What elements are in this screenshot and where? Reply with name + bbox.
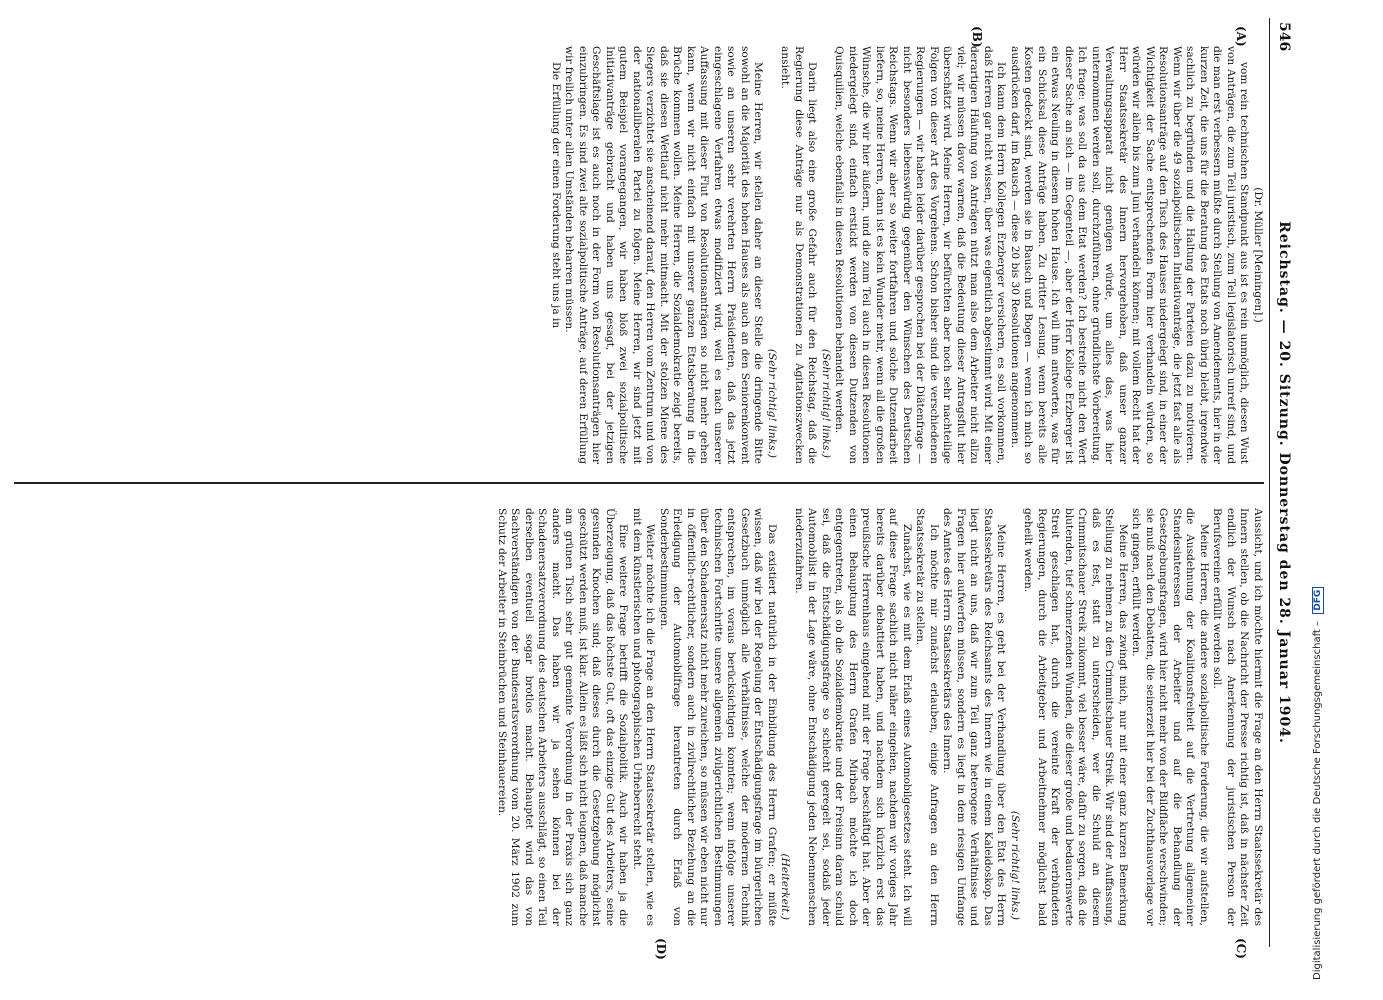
scanned-page	[8, 0, 1300, 965]
reaction: (Sehr richtig! links.)	[820, 348, 832, 458]
credit-text: Digitalisierung gefördert durch die Deutsche Forschungsgemeinschaft –	[1312, 620, 1323, 980]
paragraph: vom rein technischen Standpunkt aus ist es rein unmöglich, diesen Wust von Anträgen, die zum Teil juristisch, zum Teil legislatorisch unreif sind, und die man erst verbessern müßte durch Stellung von Amendements, hier in der kurzen Zeit, die uns für die Beratung des Etats noch übrig bleibt, irgendwie sachlich zu begründen und die Haltung der Parteien dazu zu motivieren. Wenn wir über die 49 sozialpolitischen Initiativanträge, die jetzt fast alle als Resolutionsanträge auf den Tisch des Hauses niedergelegt sind, in einer der Wichtigkeit der Sache entsprechenden Form hier verhandeln würden, so würden wir allein bis zum Juni verhandeln können; mit vollem Recht hat der Herr Staatssekretär des Innern hervorgehoben, daß unser ganzer Verwaltungsapparat nicht genügen würde, um alles das, was hier unternommen werden soll, durchzuführen, ohne gründlichste Vorbereitung. Ich frage: was soll da aus dem Etat werden? Ich bestreite nicht den Wert dieser Sache an sich — im Gegenteil —, aber der Herr Kollege Erzberger ist ein etwas Neuling in diesem hohen Hause. Ich will ihm antworten, was für ein Schicksal diese Anträge haben. Zu dritter Lesung, wenn bereits alle Kosten gedeckt sind, werden sie in Bausch und Bogen — wenn ich mich so ausdrücken darf, im Rausch — diese 20 bis 30 Resolutionen angenommen.	[1009, 46, 1251, 464]
margin-marker-d: (D)	[654, 938, 668, 960]
paragraph: Zunächst, wie es mit dem Erlaß eines Automobilgesetzes steht. Ich will auf diese Frage sachlich nicht näher eingehen, nachdem wir voriges Jahr bereits darüber debattiert haben, und nachdem sich kürzlich erst das preußische Herrenhaus eingehend mit der Frage beschäftigt hat. Aber der einen Behauptung des Herrn Grafen Mirbach möchte ich doch entgegentreten, als ob die Sozialdemokratie und der Freisinn daran schuld sei, daß die Entschädigungsfrage so schlecht geregelt sei, sodaß jeder Automobilist in der Lage wäre, ohne Entschädigung jeden Nebenmenschen niederzufahren.	[793, 508, 913, 926]
page-title: Reichstag. — 20. Sitzung. Donnerstag den 28. Januar 1904.	[1276, 221, 1292, 744]
paragraph: Das existiert natürlich in der Einbildung des Herrn Grafen; er müßte wissen, daß wir bei der Regelung der Entschädigungsfrage im bürgerlichen Gesetzbuch unmöglich alle Verhältnisse, welche der modernen Technik entsprechen, im voraus berücksichtigen konnten; wenn infolge unserer technischen Fortschritte unsere allgemein zivilgerichtlichen Bestimmungen über den Schadenersatz nicht mehr zureichen, so müssen wir eben nicht nur in öffentlich-rechtlicher, sondern auch in zivilrechtlicher Beziehung an die Erledigung der Automobilfrage herantreten durch Erlaß von Sonderbestimmungen.	[658, 508, 778, 926]
paragraph: Ich möchte mir zunächst erlauben, einige Anfragen an den Herrn Staatssekretär zu stellen.	[914, 508, 940, 926]
margin-marker-b: (B)	[970, 26, 984, 48]
reaction: (Sehr richtig! links.)	[1009, 810, 1021, 920]
header-rule	[1269, 18, 1270, 947]
dfg-logo: DFG	[1312, 587, 1324, 614]
paragraph: Darin liegt also eine große Gefahr auch für den Reichstag, daß die Regierung diese Anträge nur als Demonstrationen zu Agitationszwecken ansieht.	[779, 46, 819, 464]
page-number: 546	[1276, 22, 1292, 52]
paragraph: Die Erfüllung der einen Forderung steht uns ja in	[550, 62, 562, 329]
paragraph: Meine Herren, das zwingt mich, nur mit einer ganz kurzen Bemerkung Stellung zu nehmen zu den Crimmitschauer Streik. Wir sind der Auffassung, daß es fest, statt zu unterscheiden, wer die Schuld an diesem Crimmitschauer Streik zukommt, viel besser wäre, dafür zu sorgen, daß die blutenden, tief schmerzenden Wunden, die dieser große und bedauernswerte Streit geschlagen hat, durch die vereinte Kraft der verbündeten Regierungen, durch die Arbeitgeber und Arbeitnehmer möglichst bald geheilt werden.	[1022, 508, 1129, 926]
left-column	[344, 46, 1264, 464]
paragraph: Eine weitere Frage betrifft die Sozialpolitik. Auch wir haben ja die Überzeugung, daß das höchste Gut, oft das einzige Gut des Arbeiters, seine gesunden Knochen sind; daß dieses durch die Gesetzgebung möglichst geschützt werden muß, ist klar. Allein es läßt sich nicht leugnen, daß manche am grünen Tisch sehr gut gemeinte Verordnung in der Praxis sich ganz anders macht. Das haben wir ja sehen können bei der Schadenersatzverordnung des deutschen Arbeiters ausschlägt, so einen Teil derselben eventuell sogar brotlos macht. Behauptet wird das von Sachverständigen von der Bundesratsverordnung vom 20. März 1902 zum Schutz der Arbeiter in Steinbrüchen und Steinhauereien.	[496, 508, 630, 926]
right-column	[344, 508, 1264, 926]
paragraph: Aussicht, und ich möchte hiermit die Frage an den Herrn Staatssekretär des Innern stellen, ob die Nachricht der Presse richtig ist, daß in nächster Zeit endlich der Wunsch nach Anerkennung der juristischen Person der Berufsvereine erfüllt werden soll.	[1211, 508, 1264, 926]
speaker-label: (Dr. Müller [Meiningen].)	[1252, 187, 1264, 323]
page-header	[1270, 0, 1294, 965]
paragraph: Weiter möchte ich die Frage an den Herrn Staatssekretär stellen, wie es mit dem künstlerischen und photographischen Urheberrecht steht.	[631, 508, 657, 926]
column-divider	[14, 482, 1264, 484]
paragraph: Ich kann dem Herrn Kollegen Erzberger versichern, es soll vorkommen, daß Herren gar nicht wissen, über was eigentlich abgestimmt wird. Mit einer derartigen Häufung von Anträgen nützt man also dem Arbeiter nicht allzu viel; wir müssen davor warnen, daß die Bedeutung dieser Antragsflut hier überschätzt wird. Meine Herren, wir befürchten aber noch sehr nachteilige Folgen von dieser Art des Vorgehens. Schon bisher sind die verschiedenen Regierungen — wir haben leider darüber gesprochen bei der Diätenfrage — nicht besonders liebenswürdig gegenüber den Wünschen des Deutschen Reichstags. Wenn wir aber so weiter fortfahren und solche Dutzendarbeit liefern, so, meine Herren, dann ist es kein Wunder mehr, wenn all die großen Wünsche, die wir hier äußern, und die zum Teil auch in diesen Resolutionen niedergelegt sind, einfach erstickt werden von diesen Dutzenden von Quisquilien, welche ebenfalls in diesen Resolutionen behandelt werden.	[833, 46, 1008, 464]
margin-marker-c: (C)	[1234, 938, 1248, 959]
paragraph: Meine Herren, wir stellen daher an dieser Stelle die dringende Bitte sowohl an die Majorität des hohen Hauses als auch an den Seniorenkonvent sowie an unseren sehr verehrten Herrn Präsidenten, daß das jetzt eingeschlagene Verfahren etwas modifiziert wird, weil es nach unserer Auffassung mit dieser Flut von Resolutionsanträgen so nicht mehr gehen kann, wenn wir nicht einfach mit unserer ganzen Etatsberatung in die Brüche kommen wollen. Meine Herren, die Sozialdemokratie zeigt bereits, daß sie diesen Wettlauf nicht mehr mitmacht. Mit der stolzen Miene des Siegers verzichtet sie anscheinend darauf, den Herren vom Zentrum und von der nationalliberalen Partei zu folgen. Meine Herren, wir sind jetzt mit gutem Beispiel vorangegangen, wir haben bloß zwei sozialpolitische Initiativanträge gebracht und haben uns gesagt, bei der jetzigen Geschäftslage ist es auch noch in der Form von Resolutionsanträgen hier einzubringen. Es sind zwei alte sozialpolitische Anträge, auf deren Erfüllung wir freilich unter allen Umständen beharren müssen.	[563, 46, 765, 464]
reaction: (Heiterkeit.)	[779, 853, 792, 920]
paragraph: Meine Herren, es geht bei der Verhandlung über den Etat des Herrn Staatssekretärs des Reichsamts des Innern wie in einem Kaleidoskop. Das liegt nicht an uns, daß wir zum Teil ganz heterogene Verhältnisse und Fragen hier aufwerfen müssen, sondern es liegt in dem riesigen Umfange des Amtes des Herrn Staatssekretärs des Innern.	[941, 508, 1008, 926]
margin-marker-a: (A)	[1234, 26, 1248, 47]
paragraph: Meine Herren, die andere sozialpolitische Forderung, die wir aufstellen, die Ausdehnung der Koalitionsfreiheit auf die Vertretung allgemeiner Standesinteressen der Arbeiter und auf die Behandlung der Gesetzgebungsfragen, wird hier nicht mehr von der Bildfläche verschwinden; sie muß nach den Debatten, die seinerzeit hier bei der Zuchthausvorlage vor sich gingen, erfüllt werden.	[1130, 508, 1210, 926]
digitization-credit	[1312, 0, 1328, 980]
reaction: (Sehr richtig! links.)	[766, 348, 778, 458]
